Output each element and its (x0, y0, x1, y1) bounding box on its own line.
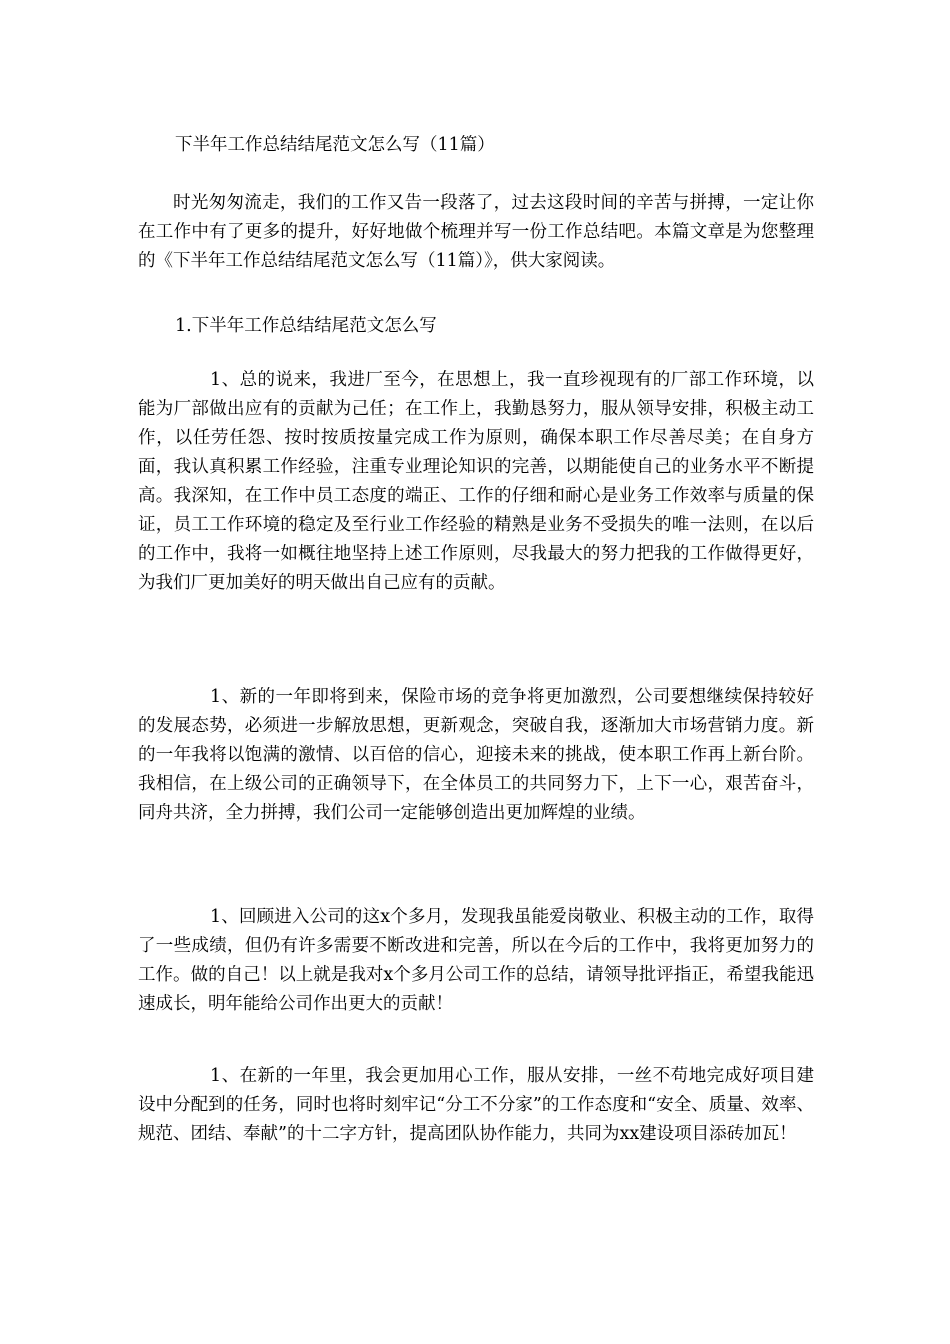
body-paragraph-2: 1、新的一年即将到来，保险市场的竞争将更加激烈，公司要想继续保持较好的发展态势，必须进一步解放思想，更新观念，突破自我，逐渐加大市场营销力度。新的一年我将以饱满的激情、以百倍的信心，迎接未来的挑战，使本职工作再上新台阶。我相信，在上级公司的正确领导下，在全体员工的共同努力下，上下一心，艰苦奋斗，同舟共济，全力拼搏，我们公司一定能够创造出更加辉煌的业绩。 (138, 687, 814, 823)
section-heading: 1.下半年工作总结结尾范文怎么写 (175, 316, 437, 336)
intro-paragraph: 时光匆匆流走，我们的工作又告一段落了，过去这段时间的辛苦与拼搏，一定让你在工作中有了更多的提升，好好地做个梳理并写一份工作总结吧。本篇文章是为您整理的《下半年工作总结结尾范文怎么写（11篇）》，供大家阅读。 (138, 193, 814, 271)
document-title: 下半年工作总结结尾范文怎么写（11篇） (175, 135, 495, 155)
body-paragraph-4: 1、在新的一年里，我会更加用心工作，服从安排，一丝不苟地完成好项目建设中分配到的任务，同时也将时刻牢记“分工不分家”的工作态度和“安全、质量、效率、规范、团结、奉献”的十二字方针，提高团队协作能力，共同为xx建设项目添砖加瓦！ (138, 1066, 814, 1144)
body-paragraph-3: 1、回顾进入公司的这x个多月，发现我虽能爱岗敬业、积极主动的工作，取得了一些成绩，但仍有许多需要不断改进和完善，所以在今后的工作中，我将更加努力的工作。做的自己！以上就是我对x个多月公司工作的总结，请领导批评指正，希望我能迅速成长，明年能给公司作出更大的贡献！ (138, 907, 814, 1014)
body-paragraph-1: 1、总的说来，我进厂至今，在思想上，我一直珍视现有的厂部工作环境，以能为厂部做出应有的贡献为己任；在工作上，我勤恳努力，服从领导安排，积极主动工作，以任劳任怨、按时按质按量完成工作为原则，确保本职工作尽善尽美；在自身方面，我认真积累工作经验，注重专业理论知识的完善，以期能使自己的业务水平不断提高。我深知，在工作中员工态度的端正、工作的仔细和耐心是业务工作效率与质量的保证，员工工作环境的稳定及至行业工作经验的精熟是业务不受损失的唯一法则，在以后的工作中，我将一如概往地坚持上述工作原则，尽我最大的努力把我的工作做得更好，为我们厂更加美好的明天做出自己应有的贡献。 (138, 370, 814, 593)
